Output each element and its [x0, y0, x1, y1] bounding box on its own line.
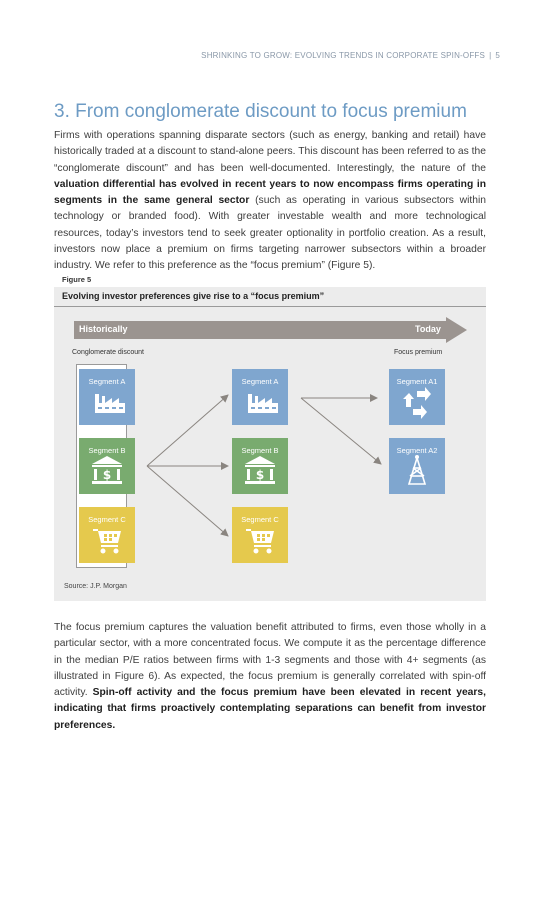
- focus-premium-heading: Focus premium: [394, 349, 443, 356]
- svg-text:$: $: [102, 468, 112, 482]
- page-number: 5: [495, 51, 500, 60]
- focus-emphasis: Spin-off activity and the focus premium have been elevated in recent years, indicating that firms proactively contemplating separations can benefit from investor preferences.: [54, 687, 486, 731]
- recycle-arrows-icon: [389, 369, 445, 425]
- svg-text:$: $: [255, 468, 265, 482]
- intro-text-2: (such as operating in various subsectors within technology or branded food). With greater investable wealth and more technological resources, today’s investors tend to seek greater optionality in portfolio creation. As a result, investors now place a premium on firms targeting narrower subsectors within a broader industry. We refer to this preference as the “focus premium” (Figure 5).: [54, 195, 487, 272]
- intro-text-1: Firms with operations spanning disparate sectors (such as energy, banking and retail) have historically traded at a discount to stand-alone peers. This discount has been referred to as the “conglomerate discount” and has been well-documented. Interestingly, the nature of the: [54, 130, 486, 174]
- bank-icon: [79, 438, 135, 494]
- segment-c-left: Segment C: [79, 507, 135, 563]
- oil-rig-icon: [389, 438, 445, 494]
- factory-icon: [232, 369, 288, 425]
- segment-a1: Segment A1: [389, 369, 445, 425]
- paragraph-intro: [54, 128, 486, 275]
- figure-label: Figure 5: [62, 275, 92, 284]
- focus-text-1: The focus premium captures the valuation benefit attributed to firms, even those wholly in a particular sector, with a more concentrated focus. We compute it as the percentage difference in the median P/E ratios between firms with 1-3 segments and those with 4+ segments (as illustrated in Figure 6). As expected, the focus premium is generally correlated with spin-off activity.: [54, 622, 486, 699]
- figure-source: Source: J.P. Morgan: [64, 583, 127, 590]
- header-divider: |: [489, 51, 492, 60]
- timeline-label-today: Today: [415, 324, 441, 334]
- paragraph-focus-premium: [54, 620, 486, 734]
- intro-emphasis: valuation differential has evolved in recent years to now encompass firms operating in segments in the same general sector: [54, 178, 486, 207]
- running-header: [201, 51, 500, 60]
- shopping-cart-icon: [79, 507, 135, 563]
- figure-title: Evolving investor preferences give rise to a “focus premium”: [54, 287, 486, 307]
- shopping-cart-icon: [232, 507, 288, 563]
- bank-icon: [232, 438, 288, 494]
- segment-a-middle: Segment A: [232, 369, 288, 425]
- header-title: SHRINKING TO GROW: EVOLVING TRENDS IN CORPORATE SPIN-OFFS: [201, 51, 486, 60]
- timeline-label-historically: Historically: [79, 324, 128, 334]
- factory-icon: [79, 369, 135, 425]
- segment-a2: Segment A2: [389, 438, 445, 494]
- segment-a-left: Segment A: [79, 369, 135, 425]
- conglomerate-heading: Conglomerate discount: [72, 349, 144, 356]
- segment-c-middle: Segment C: [232, 507, 288, 563]
- segment-b-left: Segment B $: [79, 438, 135, 494]
- section-title: 3. From conglomerate discount to focus premium: [54, 101, 467, 122]
- segment-b-middle: Segment B $: [232, 438, 288, 494]
- figure-5: [54, 287, 486, 601]
